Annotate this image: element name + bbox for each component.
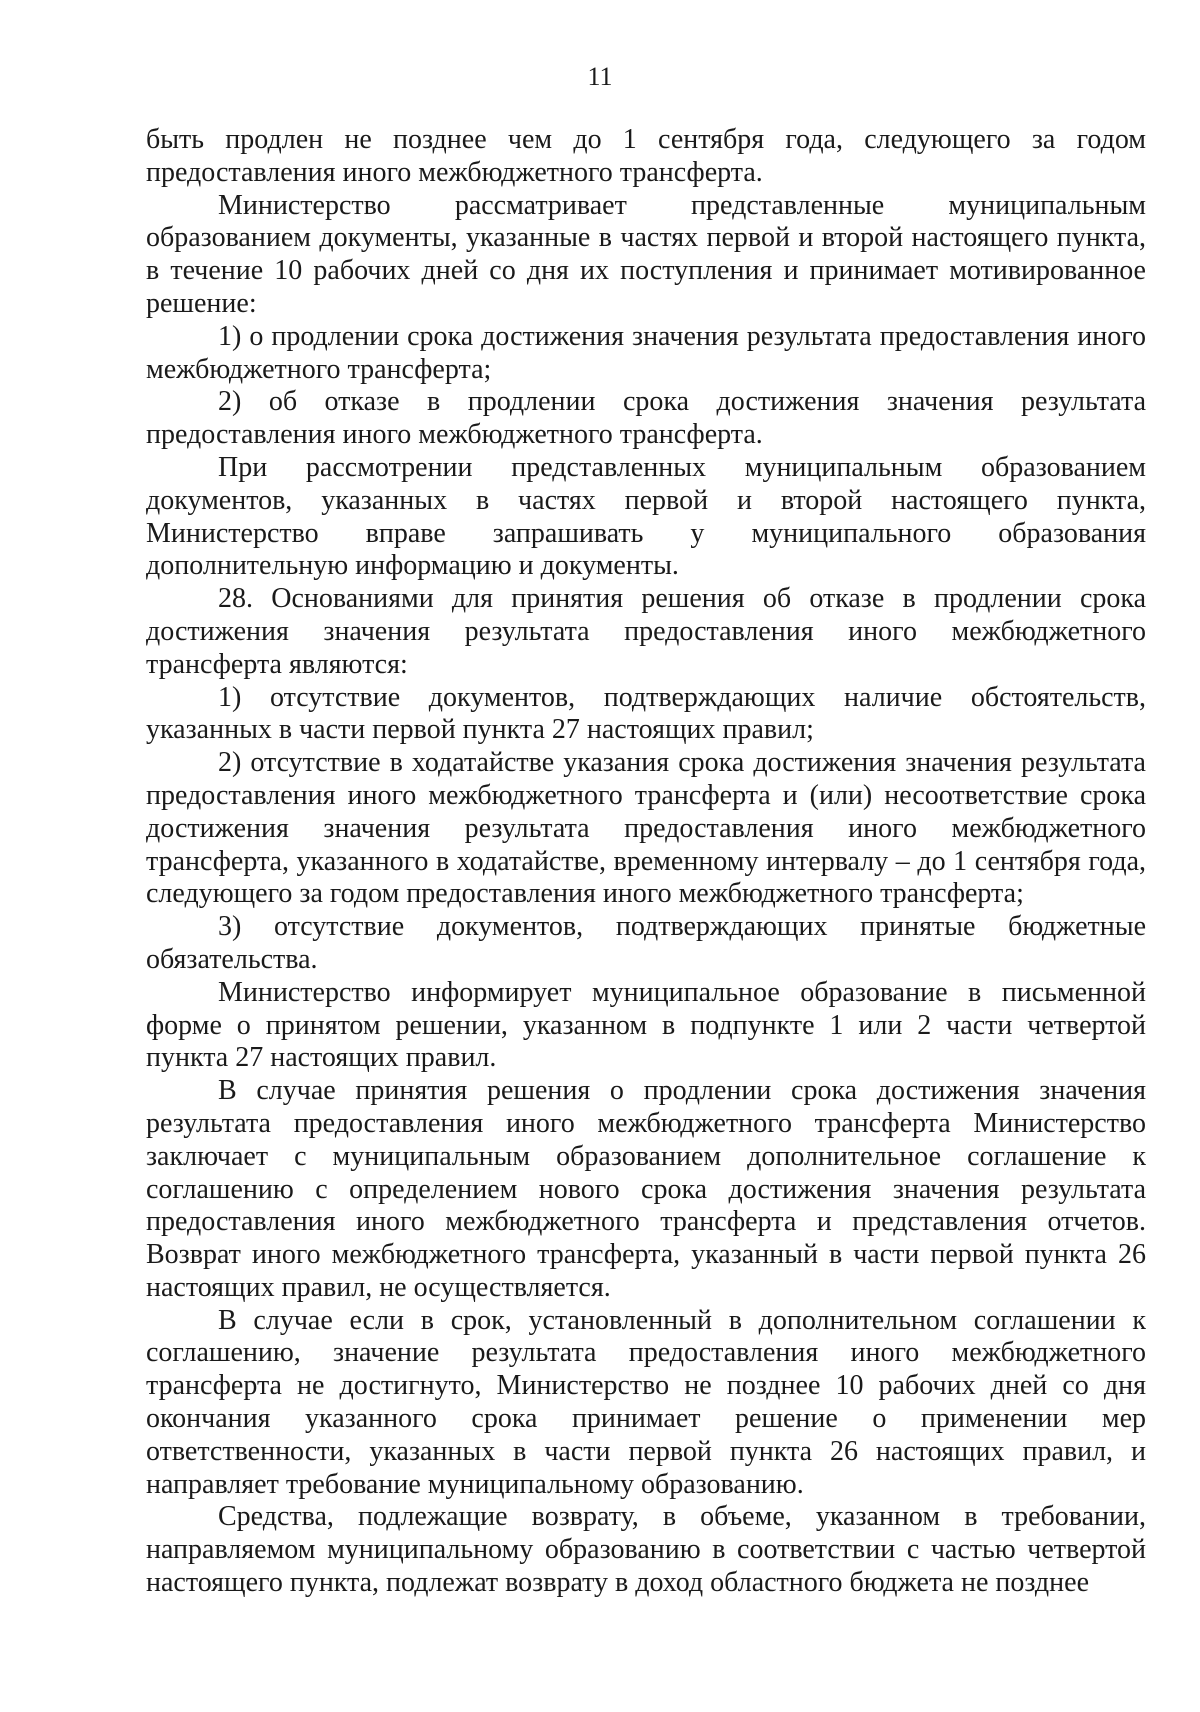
paragraph-9: 3) отсутствие документов, подтверждающих принятые бюджетные обязательства. — [146, 911, 1146, 975]
paragraph-6: 28. Основаниями для принятия решения об отказе в продлении срока достижения значения результата предоставления иного межбюджетного трансферта являются: — [146, 583, 1146, 680]
document-body — [146, 124, 1146, 1600]
paragraph-5: При рассмотрении представленных муниципальным образованием документов, указанных в частях первой и второй настоящего пункта, Министерство вправе запрашивать у муниципального образования дополнительную информацию и документы. — [146, 451, 1146, 582]
paragraph-13: Средства, подлежащие возврату, в объеме, указанном в требовании, направляемом муниципальному образованию в соответствии с частью четвертой настоящего пункта, подлежат возврату в доход областного бюджета не позднее — [146, 1501, 1146, 1599]
paragraph-1: быть продлен не позднее чем до 1 сентября года, следующего за годом предоставления иного межбюджетного трансферта. — [146, 124, 1146, 188]
paragraph-2: Министерство рассматривает представленные муниципальным образованием документы, указанные в частях первой и второй настоящего пункта, в течение 10 рабочих дней со дня их поступления и принимает мотивированное решение: — [146, 189, 1146, 319]
paragraph-4: 2) об отказе в продлении срока достижения значения результата предоставления иного межбюджетного трансферта. — [146, 386, 1146, 451]
page-number: 11 — [587, 62, 613, 91]
paragraph-8: 2) отсутствие в ходатайстве указания срока достижения значения результата предоставления иного межбюджетного трансферта и (или) несоответствие срока достижения значения результата предоставления иного межбюджетного трансферта, указанного в ходатайстве, временному интервалу – до 1 сентября года, следующего за годом предоставления иного межбюджетного трансферта; — [146, 747, 1146, 910]
paragraph-7: 1) отсутствие документов, подтверждающих наличие обстоятельств, указанных в части первой пункта 27 настоящих правил; — [146, 681, 1146, 746]
paragraph-12: В случае если в срок, установленный в дополнительном соглашении к соглашению, значение результата предоставления иного межбюджетного трансферта не достигнуто, Министерство не позднее 10 рабочих дней со дня окончания указанного срока принимает решение о применении мер ответственности, указанных в части первой пункта 26 настоящих правил, и направляет требование муниципальному образованию. — [146, 1304, 1146, 1500]
paragraph-11: В случае принятия решения о продлении срока достижения значения результата предоставления иного межбюджетного трансферта Министерство заключает с муниципальным образованием дополнительное соглашение к соглашению с определением нового срока достижения значения результата предоставления иного межбюджетного трансферта и представления отчетов. Возврат иного межбюджетного трансферта, указанный в части первой пункта 26 настоящих правил, не осуществляется. — [146, 1075, 1146, 1303]
paragraph-10: Министерство информирует муниципальное образование в письменной форме о принятом решении, указанном в подпункте 1 или 2 части четвертой пункта 27 настоящих правил. — [146, 976, 1146, 1074]
paragraph-3: 1) о продлении срока достижения значения результата предоставления иного межбюджетного трансферта; — [146, 320, 1146, 385]
